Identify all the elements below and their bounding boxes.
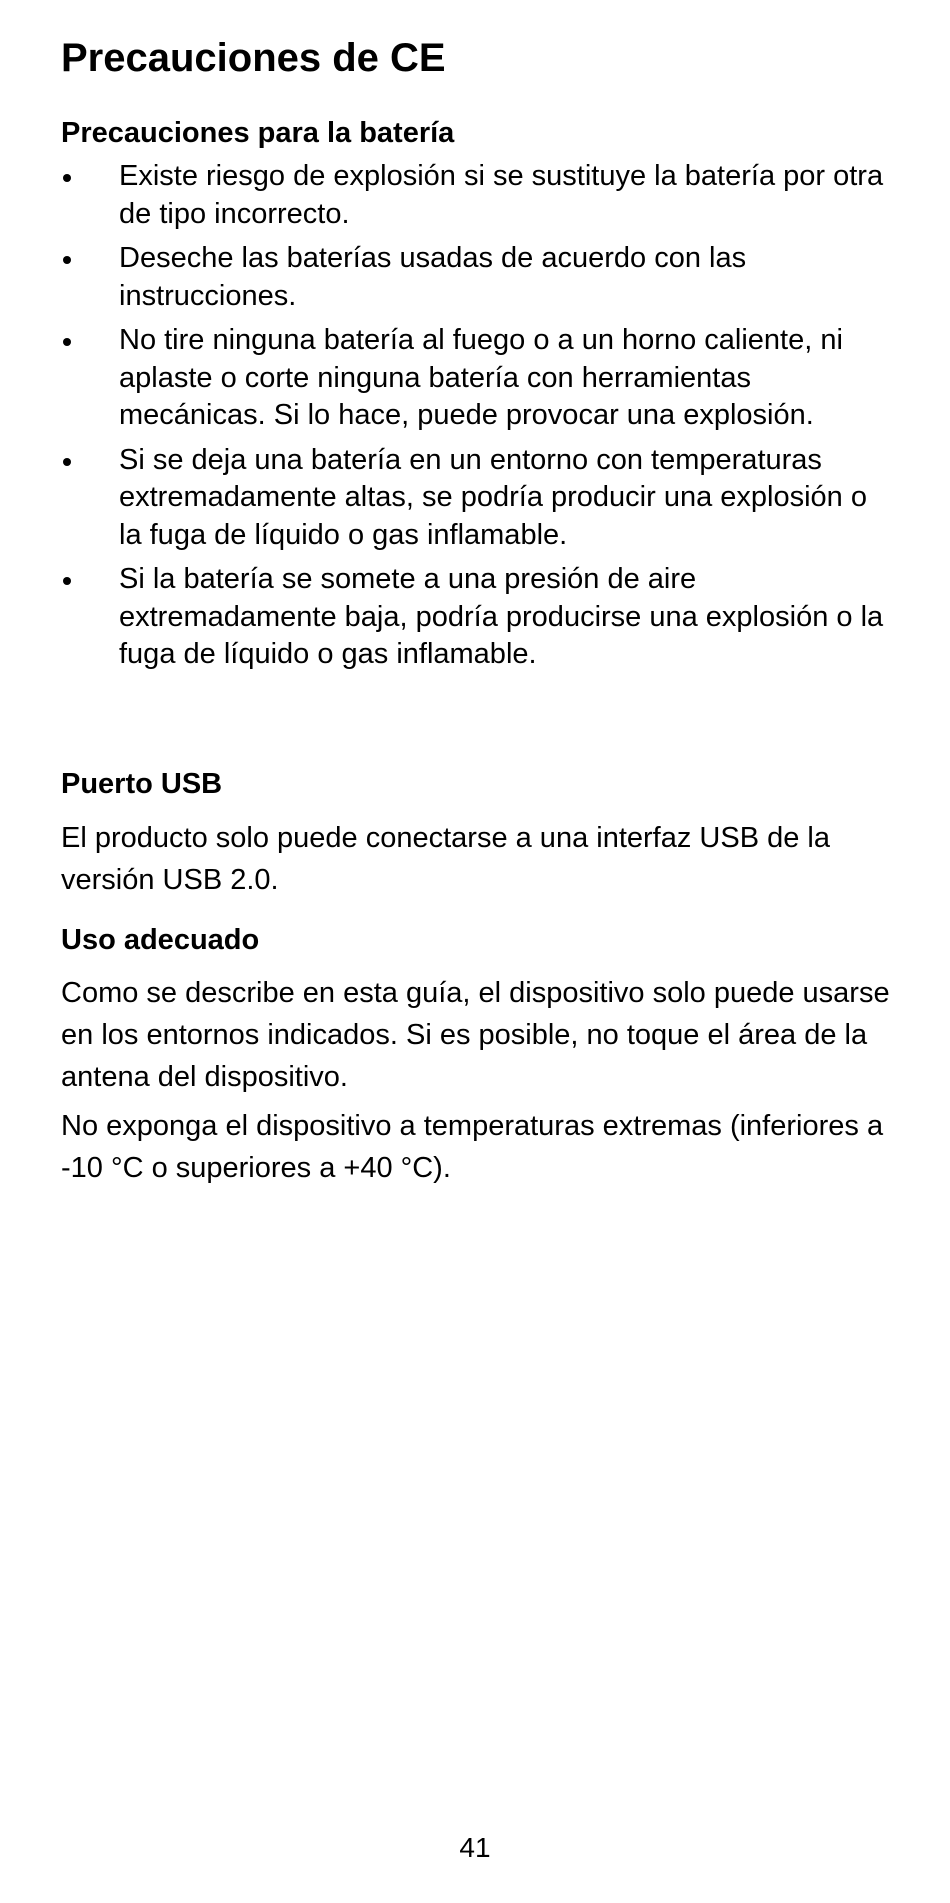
bullet-icon [63, 338, 71, 346]
bullet-icon [63, 577, 71, 585]
page-title: Precauciones de CE [61, 36, 446, 80]
list-item-text: Existe riesgo de explosión si se sustituye la batería por otra de tipo incorrecto. [119, 160, 884, 230]
usage-paragraph: Como se describe en esta guía, el dispositivo solo puede usarse en los entornos indicados. Si es posible, no toque el área de la antena del dispositivo. [61, 977, 890, 1093]
list-item-text: Si se deja una batería en un entorno con temperaturas extremadamente altas, se podría producir una explosión o la fuga de líquido o gas inflamable. [119, 443, 867, 551]
usb-section-text: El producto solo puede conectarse a una interfaz USB de la versión USB 2.0. [61, 822, 830, 896]
usage-section-heading: Uso adecuado [61, 924, 260, 956]
list-item [61, 322, 891, 435]
bullet-icon [63, 458, 71, 466]
list-item [61, 240, 891, 315]
list-item [61, 158, 891, 233]
bullet-icon [63, 174, 71, 182]
bullet-icon [63, 256, 71, 264]
page-number: 41 [459, 1832, 491, 1863]
list-item-text: No tire ninguna batería al fuego o a un horno caliente, ni aplaste o corte ninguna batería con herramientas mecánicas. Si lo hace, puede provocar una explosión. [119, 324, 843, 431]
usage-paragraph: No exponga el dispositivo a temperaturas extremas (inferiores a -10 °C o superiores a +40 °C). [61, 1110, 884, 1184]
usb-section-heading: Puerto USB [61, 768, 223, 800]
battery-section-heading: Precauciones para la batería [61, 117, 455, 149]
list-item-text: Si la batería se somete a una presión de aire extremadamente baja, podría producirse una explosión o la fuga de líquido o gas inflamable. [119, 563, 884, 670]
battery-precautions-list [61, 158, 891, 681]
list-item [61, 561, 891, 674]
list-item [61, 442, 891, 555]
list-item-text: Deseche las baterías usadas de acuerdo con las instrucciones. [119, 242, 747, 312]
